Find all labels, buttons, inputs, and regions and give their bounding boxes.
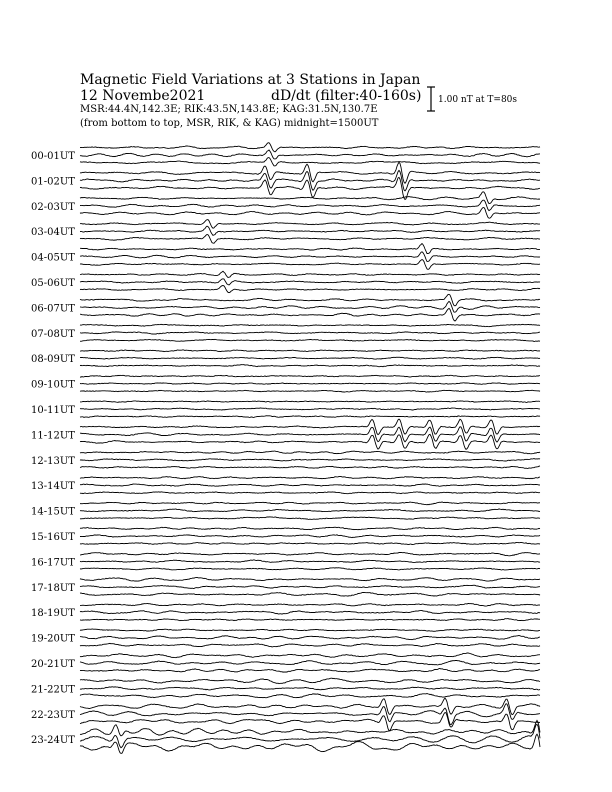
trace-msr-10-11ut: [80, 416, 540, 418]
trace-msr-20-21ut: [80, 669, 540, 673]
trace-rik-18-19ut: [80, 611, 540, 615]
scale-label: 1.00 nT at T=80s: [438, 95, 518, 105]
trace-kag-10-11ut: [80, 401, 540, 403]
hour-label: 16-17UT: [31, 557, 75, 569]
hour-label: 02-03UT: [31, 201, 75, 213]
trace-msr-21-22ut: [80, 694, 540, 698]
trace-kag-08-09ut: [80, 350, 540, 352]
trace-kag-09-10ut: [80, 375, 540, 377]
trace-msr-08-09ut: [80, 365, 540, 367]
trace-rik-05-06ut: [80, 279, 540, 285]
trace-msr-13-14ut: [80, 492, 540, 494]
hour-label: 20-21UT: [31, 659, 75, 670]
trace-msr-04-05ut: [80, 260, 540, 270]
hour-label: 11-12UT: [31, 430, 75, 442]
hour-label: 00-01UT: [31, 151, 75, 162]
hour-label: 15-16UT: [31, 532, 75, 543]
trace-kag-03-04ut: [80, 220, 540, 229]
trace-kag-19-20ut: [80, 629, 540, 631]
hour-label: 10-11UT: [31, 405, 75, 416]
trace-msr-05-06ut: [80, 286, 540, 293]
trace-kag-13-14ut: [80, 477, 540, 479]
hour-labels: [31, 151, 75, 746]
trace-msr-11-12ut: [80, 434, 540, 449]
hour-label: 01-02UT: [31, 176, 75, 188]
hour-label: 12-13UT: [31, 455, 75, 467]
chart-title: Magnetic Field Variations at 3 Stations in Japan: [80, 72, 421, 88]
trace-kag-14-15ut: [80, 502, 540, 505]
trace-rik-19-20ut: [80, 636, 540, 640]
hour-label: 19-20UT: [31, 633, 75, 645]
trace-kag-21-22ut: [80, 678, 540, 684]
trace-kag-05-06ut: [80, 271, 540, 277]
hour-label: 07-08UT: [31, 328, 75, 340]
traces: [80, 143, 540, 754]
trace-msr-16-17ut: [80, 568, 540, 570]
trace-kag-17-18ut: [80, 578, 540, 582]
trace-rik-12-13ut: [80, 459, 540, 462]
chart-date: 12 Novembe2021: [80, 88, 206, 104]
trace-kag-07-08ut: [80, 324, 540, 326]
trace-msr-22-23ut: [80, 713, 540, 731]
trace-msr-15-16ut: [80, 542, 540, 544]
station-order-note: (from bottom to top, MSR, RIK, & KAG) midnight=1500UT: [80, 118, 379, 129]
trace-rik-00-01ut: [80, 150, 540, 159]
trace-rik-06-07ut: [80, 301, 540, 312]
chart-quantity: dD/dt (filter:40-160s): [271, 88, 422, 104]
trace-rik-14-15ut: [80, 509, 540, 512]
hour-label: 04-05UT: [31, 252, 75, 264]
hour-label: 14-15UT: [31, 506, 75, 518]
hour-label: 05-06UT: [31, 278, 75, 289]
trace-msr-14-15ut: [80, 517, 540, 520]
trace-rik-16-17ut: [80, 560, 540, 563]
trace-msr-06-07ut: [80, 308, 540, 321]
trace-kag-18-19ut: [80, 604, 540, 607]
trace-rik-23-24ut: [80, 724, 540, 747]
hour-label: 09-10UT: [31, 379, 75, 391]
trace-kag-06-07ut: [80, 294, 540, 306]
trace-kag-20-21ut: [80, 653, 540, 658]
scale-bar: [427, 87, 435, 111]
trace-rik-11-12ut: [80, 427, 540, 442]
hour-label: 06-07UT: [31, 303, 75, 315]
trace-rik-17-18ut: [80, 585, 540, 588]
trace-rik-10-11ut: [80, 408, 540, 410]
hour-label: 21-22UT: [31, 684, 75, 696]
trace-rik-13-14ut: [80, 484, 540, 486]
trace-msr-00-01ut: [80, 158, 540, 166]
hour-label: 03-04UT: [31, 227, 75, 239]
trace-kag-15-16ut: [80, 527, 540, 530]
trace-kag-04-05ut: [80, 244, 540, 254]
trace-msr-02-03ut: [80, 208, 540, 219]
trace-msr-17-18ut: [80, 592, 540, 596]
trace-kag-02-03ut: [80, 192, 540, 204]
trace-kag-11-12ut: [80, 419, 540, 435]
trace-rik-02-03ut: [80, 200, 540, 210]
trace-msr-09-10ut: [80, 390, 540, 392]
hour-label: 08-09UT: [31, 354, 75, 366]
hour-label: 23-24UT: [31, 735, 75, 747]
trace-rik-07-08ut: [80, 332, 540, 334]
trace-msr-18-19ut: [80, 619, 540, 621]
trace-msr-03-04ut: [80, 235, 540, 244]
trace-rik-21-22ut: [80, 687, 540, 690]
trace-kag-16-17ut: [80, 552, 540, 555]
trace-kag-12-13ut: [80, 451, 540, 454]
trace-rik-03-04ut: [80, 226, 540, 235]
hour-label: 22-23UT: [31, 709, 75, 721]
station-coordinates: MSR:44.4N,142.3E; RIK:43.5N,143.8E; KAG:31.5N,130.7E: [80, 104, 378, 115]
trace-rik-09-10ut: [80, 383, 540, 385]
trace-rik-08-09ut: [80, 357, 540, 359]
trace-rik-04-05ut: [80, 252, 540, 262]
trace-msr-07-08ut: [80, 339, 540, 341]
hour-label: 17-18UT: [31, 582, 75, 594]
trace-kag-00-01ut: [80, 143, 540, 152]
trace-msr-23-24ut: [80, 734, 540, 753]
trace-msr-19-20ut: [80, 643, 540, 647]
hour-label: 18-19UT: [31, 608, 75, 620]
trace-rik-15-16ut: [80, 535, 540, 538]
hour-label: 13-14UT: [31, 481, 75, 493]
trace-msr-12-13ut: [80, 466, 540, 468]
trace-rik-20-21ut: [80, 660, 540, 665]
